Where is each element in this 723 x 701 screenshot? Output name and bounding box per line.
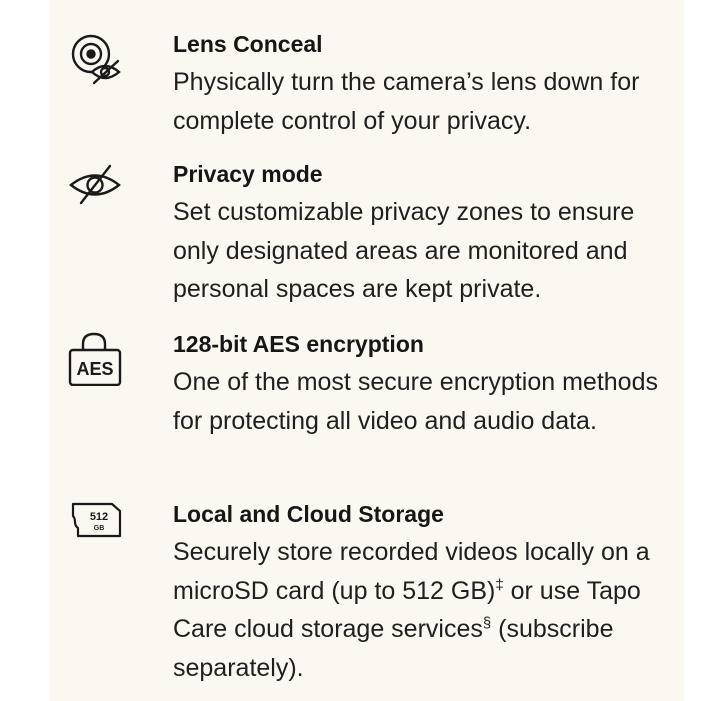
feature-description: Set customizable privacy zones to ensure only designated areas are monitored and personal spaces are kept private.	[173, 198, 635, 303]
desc-part: Securely store recorded videos locally on a microSD card (up to 512 GB)	[173, 538, 650, 605]
feature-title: 128-bit AES encryption	[173, 331, 424, 357]
footnote-marker[interactable]: §	[482, 614, 492, 632]
feature-description: One of the most secure encryption methods for protecting all video and audio data.	[173, 368, 658, 435]
desc-part: or use Tapo Care cloud storage services	[173, 576, 641, 643]
microsd-card-icon	[68, 500, 124, 556]
feature-panel	[50, 0, 684, 701]
aes-lock-icon	[68, 330, 124, 386]
feature-title: Local and Cloud Storage	[173, 501, 444, 527]
feature-title: Privacy mode	[173, 161, 323, 187]
feature-description: Physically turn the camera’s lens down for complete control of your privacy.	[173, 68, 640, 135]
feature-description	[173, 533, 673, 687]
card-capacity-label: 512	[89, 511, 109, 523]
desc-part: (subscribe separately).	[173, 615, 614, 682]
card-unit-label: GB	[93, 525, 105, 532]
aes-label: AES	[76, 359, 114, 379]
footnote-marker[interactable]: ‡	[495, 576, 504, 594]
eye-slash-icon	[68, 160, 124, 216]
feature-title: Lens Conceal	[173, 31, 323, 57]
lens-conceal-icon	[68, 30, 124, 86]
